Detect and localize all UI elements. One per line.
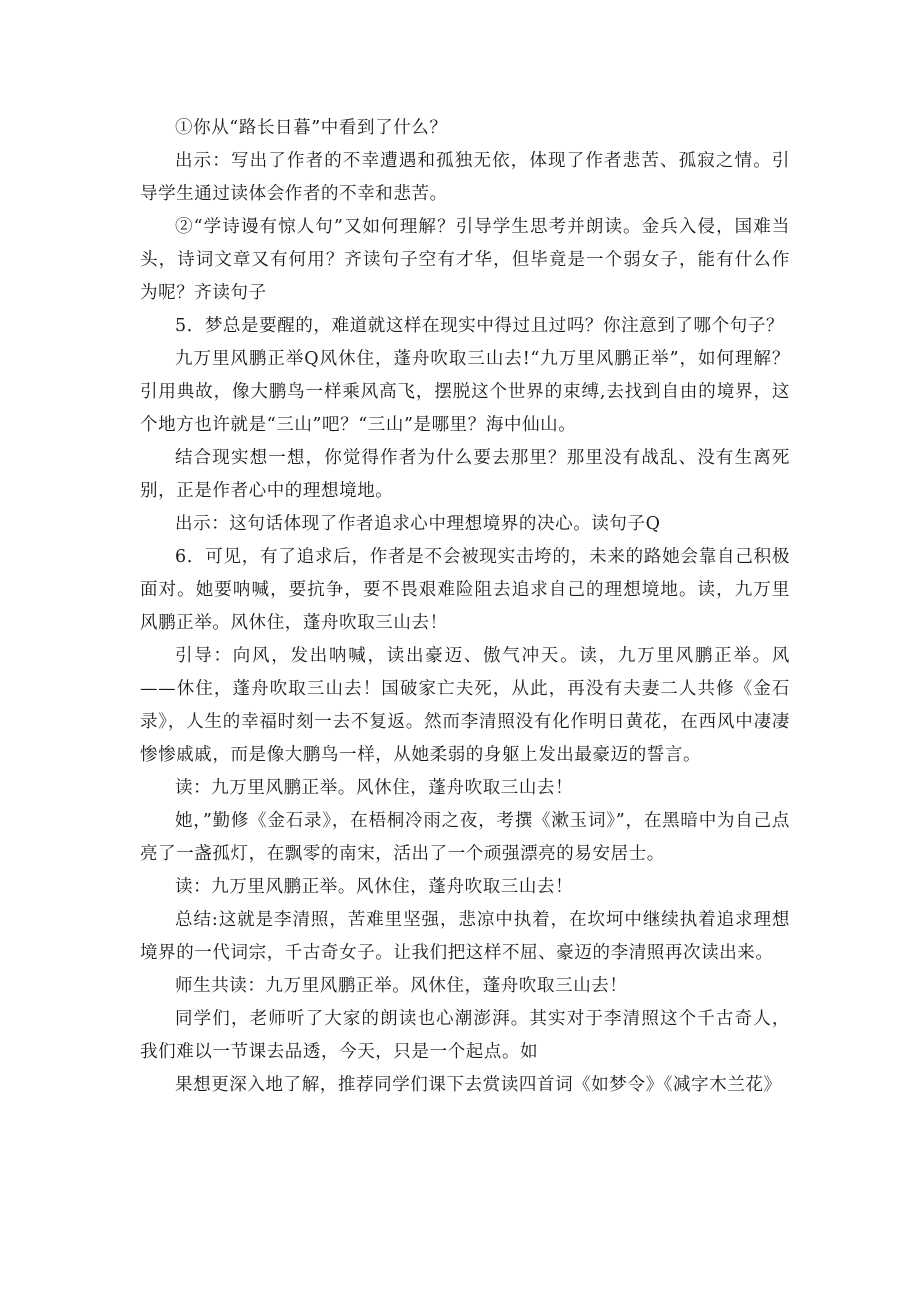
paragraph-recommendation: 果想更深入地了解，推荐同学们课下去赏读四首词《如梦令》《减字木兰花》 — [175, 1075, 782, 1095]
paragraph-show-resolve: 出示：这句话体现了作者追求心中理想境界的决心。读句子Q — [175, 514, 661, 534]
paragraph-summary: 总结:这就是李清照，苦难里坚强，悲凉中执着，在坎坷中继续执着追求理想境界的一代词宗，千古奇女子。让我们把这样不屈、豪迈的李清照再次读出来。 — [140, 910, 790, 963]
paragraph-question-2: ②“学诗谩有惊人句”又如何理解？引导学生思考并朗读。金兵入侵，国难当头，诗词文章又有何用？齐读句子空有才华，但毕竟是一个弱女子，能有什么作为呢？齐读句子 — [140, 217, 790, 303]
paragraph-answer-1: 出示：写出了作者的不幸遭遇和孤独无依，体现了作者悲苦、孤寂之情。引导学生通过读体会作者的不幸和悲苦。 — [140, 151, 790, 204]
paragraph-step-5: 5．梦总是要醒的，难道就这样在现实中得过且过吗？你注意到了哪个句子？ — [175, 316, 785, 336]
paragraph-step-6: 6．可见，有了追求后，作者是不会被现实击垮的，未来的路她会靠自己积极面对。她要呐喊，要抗争，要不畏艰难险阻去追求自己的理想境地。读，九万里风鹏正举。风休住，蓬舟吹取三山去！ — [140, 547, 790, 633]
paragraph-read-1: 读：九万里风鹏正举。风休住，蓬舟吹取三山去！ — [175, 778, 574, 798]
paragraph-read-together: 师生共读：九万里风鹏正举。风休住，蓬舟吹取三山去！ — [175, 976, 628, 996]
paragraph-closing: 同学们，老师听了大家的朗读也心潮澎湃。其实对于李清照这个千古奇人，我们难以一节课去品透，今天，只是一个起点。如 — [140, 1009, 790, 1062]
paragraph-san-shan: 九万里风鹏正举Q风休住，蓬舟吹取三山去!“九万里风鹏正举”，如何理解？引用典故，像大鹏鸟一样乘风高飞，摆脱这个世界的束缚,去找到自由的境界，这个地方也许就是“三山”吧？“三山”是哪里？海中仙山。 — [140, 349, 790, 435]
paragraph-reflection: 结合现实想一想，你觉得作者为什么要去那里？那里没有战乱、没有生离死别，正是作者心中的理想境地。 — [140, 448, 790, 501]
document-body — [140, 112, 790, 1102]
paragraph-guide: 引导：向风，发出呐喊，读出豪迈、傲气冲天。读，九万里风鹏正举。风——休住，蓬舟吹取三山去！国破家亡夫死，从此，再没有夫妻二人共修《金石录》，人生的幸福时刻一去不复返。然而李清照没有化作明日黄花，在西风中凄凄惨惨戚戚，而是像大鹏鸟一样，从她柔弱的身躯上发出最豪迈的誓言。 — [140, 646, 790, 765]
paragraph-she: 她，”勤修《金石录》，在梧桐冷雨之夜，考撰《漱玉词》”，在黑暗中为自己点亮了一盏孤灯，在飘零的南宋，活出了一个顽强漂亮的易安居士。 — [140, 811, 790, 864]
paragraph-question-1: ①你从“路长日暮”中看到了什么？ — [175, 118, 448, 138]
paragraph-read-2: 读：九万里风鹏正举。风休住，蓬舟吹取三山去！ — [175, 877, 574, 897]
